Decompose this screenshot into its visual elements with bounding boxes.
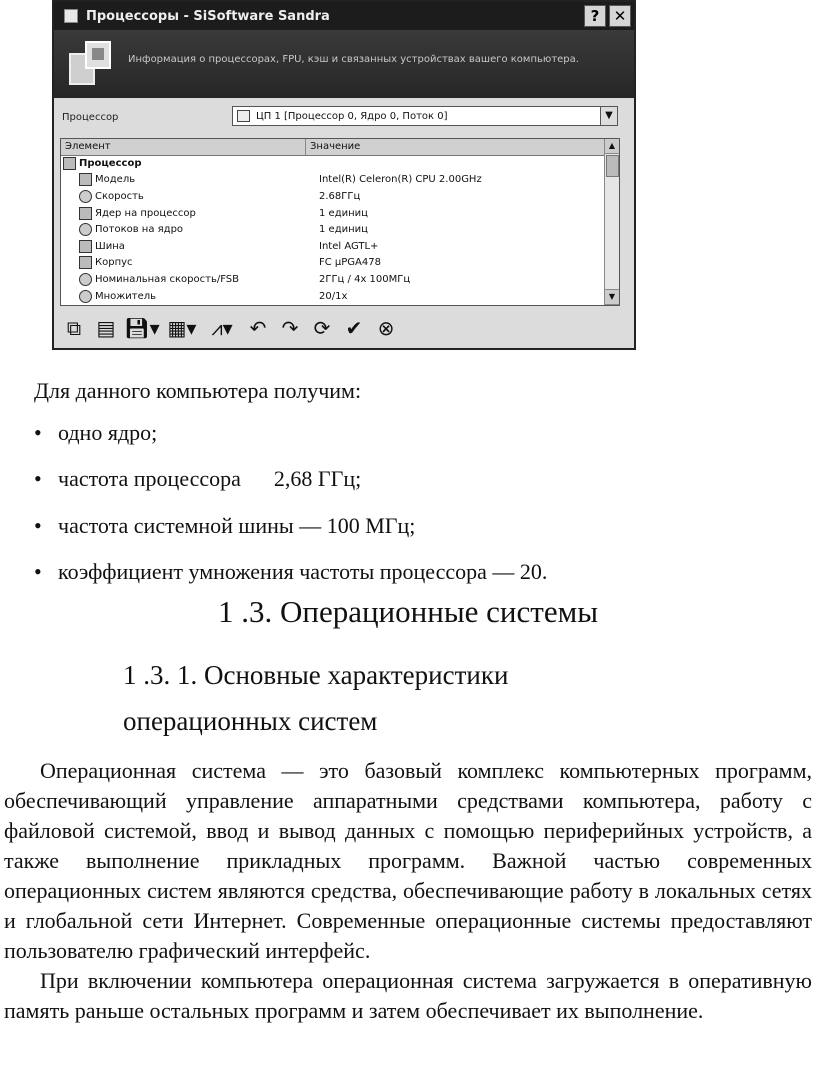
row-label: Ядер на процессор <box>95 207 196 219</box>
bullet-icon: • <box>34 420 42 445</box>
table-row[interactable] <box>61 205 605 222</box>
multiplier-icon <box>79 290 92 303</box>
help-button[interactable]: ? <box>584 5 606 27</box>
row-label: Множитель <box>95 290 157 302</box>
group-label: Процессор <box>79 157 142 169</box>
row-value: 2ГГц / 4x 100МГц <box>319 273 411 285</box>
processor-label: Процессор <box>62 112 119 123</box>
scroll-up-icon[interactable]: ▲ <box>605 139 619 154</box>
subsection-heading-line1: 1 .3. 1. Основные характеристики <box>123 660 509 690</box>
bus-icon <box>79 240 92 253</box>
window-icon <box>64 9 78 23</box>
row-value: 1 единиц <box>319 224 368 236</box>
row-label: Номинальная скорость/FSB <box>95 273 239 285</box>
scroll-thumb[interactable] <box>606 155 619 177</box>
bullet-icon: • <box>34 466 42 491</box>
row-label: Скорость <box>95 190 144 202</box>
scroll-down-icon[interactable]: ▼ <box>605 289 619 305</box>
bullet-icon: • <box>34 513 42 538</box>
row-value: 2.68ГГц <box>319 190 361 202</box>
row-label: Шина <box>95 240 125 252</box>
processor-select[interactable] <box>232 106 618 126</box>
section-heading: 1 .3. Операционные системы <box>217 594 599 629</box>
row-value: Intel(R) Celeron(R) CPU 2.00GHz <box>319 174 482 186</box>
column-header-value[interactable]: Значение <box>310 141 361 152</box>
table-row[interactable] <box>61 271 605 288</box>
copy-all-icon[interactable]: ▤ <box>96 316 116 340</box>
table-row[interactable] <box>61 221 605 238</box>
paragraph: При включении компьютера операционная система загружается в оперативную память раньше остальных программ и затем обеспечивает их выполнение. <box>4 968 812 1023</box>
forward-icon[interactable]: ↷ <box>281 316 299 340</box>
window-body <box>54 98 634 348</box>
paragraph: Операционная система — это базовый комплекс компьютерных программ, обеспечивающий управление аппаратными средствами компьютера, работу с файловой системой, ввод и вывод данных с помощью периферийных устройств, а также выполнение прикладных программ. Важной частью современных операционных систем являются средства, обеспечивающие работу в локальных сетях и глобальной сети Интернет. Современные операционные системы предоставляют пользователю графический интерфейс. <box>4 758 812 963</box>
list-item-text: частота процессора 2,68 ГГц; <box>58 466 362 491</box>
model-icon <box>79 173 92 186</box>
row-value: FC μPGA478 <box>319 257 381 269</box>
copy-icon[interactable]: ⧉ <box>66 316 82 340</box>
grid-rows <box>61 155 605 305</box>
row-label: Потоков на ядро <box>95 224 184 236</box>
sandra-window <box>52 0 636 350</box>
list-item-text: частота системной шины — 100 МГц; <box>58 513 416 538</box>
speed-icon <box>79 190 92 203</box>
back-icon[interactable]: ↶ <box>249 316 267 340</box>
banner-description: Информация о процессорах, FPU, кэш и связанных устройствах вашего компьютера. <box>128 54 579 65</box>
bottom-toolbar <box>60 310 630 346</box>
intro-line: Для данного компьютера получим: <box>34 378 362 403</box>
properties-grid <box>60 138 620 306</box>
save-icon[interactable]: 💾︎▾ <box>124 316 160 340</box>
table-row[interactable] <box>61 288 605 305</box>
column-header-element[interactable]: Элемент <box>61 139 306 155</box>
refresh-icon[interactable]: ⟳ <box>313 316 331 340</box>
fsb-icon <box>79 273 92 286</box>
chart-icon[interactable]: ▦▾ <box>167 316 197 340</box>
body-text <box>4 756 812 1026</box>
package-icon <box>79 256 92 269</box>
thread-icon <box>79 223 92 236</box>
title-bar <box>54 2 634 30</box>
subsection-heading-line2: операционных систем <box>123 706 378 736</box>
table-row[interactable] <box>61 172 605 189</box>
graph-icon[interactable]: ⩘▾ <box>211 316 233 340</box>
row-label: Корпус <box>95 257 133 269</box>
list-item-text: коэффициент умножения частоты процессора — 20. <box>58 559 548 584</box>
row-value: Intel AGTL+ <box>319 240 379 252</box>
grid-group-processor[interactable] <box>61 155 605 172</box>
row-value: 20/1x <box>319 290 348 302</box>
list-item-text: одно ядро; <box>58 420 158 445</box>
table-row[interactable] <box>61 255 605 272</box>
folder-icon <box>63 157 76 170</box>
header-banner <box>54 30 634 98</box>
vertical-scrollbar[interactable] <box>604 139 619 305</box>
chevron-down-icon[interactable]: ▼ <box>600 107 617 125</box>
bullet-icon: • <box>34 559 42 584</box>
cancel-icon[interactable]: ⊗ <box>377 316 395 340</box>
grid-header <box>61 139 619 156</box>
row-value: 1 единиц <box>319 207 368 219</box>
processor-select-value: ЦП 1 [Процессор 0, Ядро 0, Поток 0] <box>256 110 448 122</box>
table-row[interactable] <box>61 238 605 255</box>
processor-module-icon <box>68 40 114 88</box>
table-row[interactable] <box>61 188 605 205</box>
ok-icon[interactable]: ✔ <box>345 316 363 340</box>
cpu-icon <box>237 110 250 122</box>
close-button[interactable]: ✕ <box>609 5 631 27</box>
core-icon <box>79 207 92 220</box>
window-title: Процессоры - SiSoftware Sandra <box>86 8 330 24</box>
row-label: Модель <box>95 174 136 186</box>
